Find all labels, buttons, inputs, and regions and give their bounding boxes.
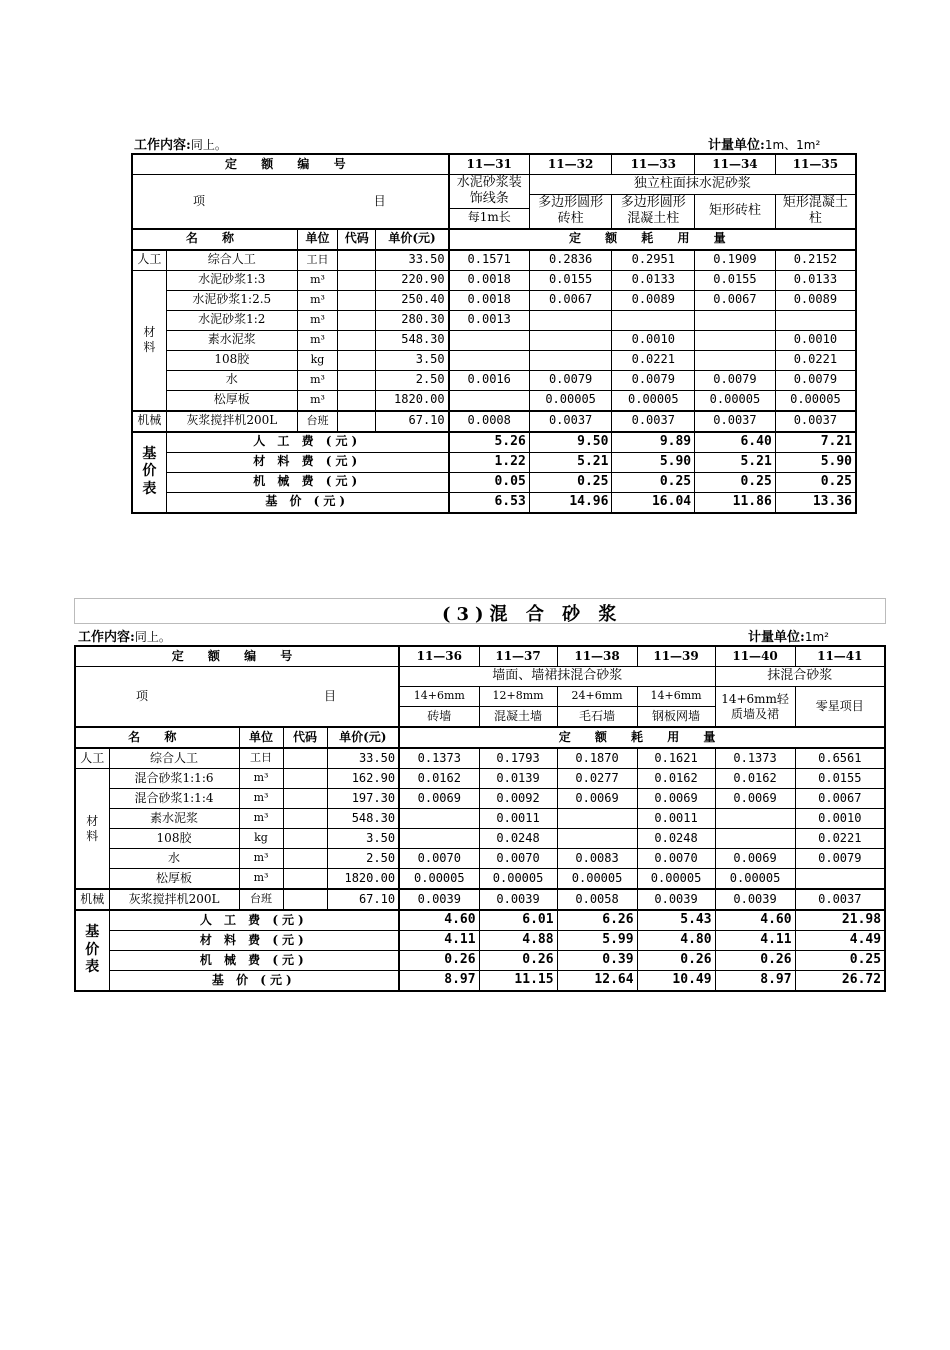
row-name: 水 [166,370,297,390]
row-value: 0.0221 [795,829,885,849]
cat-material: 材料 [75,769,109,890]
row-unit: 台班 [297,411,337,432]
row-unit: kg [297,350,337,370]
sub-b-3: 矩形混凝土柱 [775,195,856,229]
row-code [283,769,327,789]
base-value: 0.39 [557,951,637,971]
base-value: 4.11 [399,931,479,951]
t2-work-content [78,626,171,645]
row-value: 0.00005 [399,869,479,890]
row-code [283,829,327,849]
row-value: 0.0155 [529,270,612,290]
item-left: 项 [193,193,206,208]
row-value: 0.0162 [637,769,715,789]
row-name: 水 [109,849,239,869]
row-value [399,809,479,829]
base-value: 8.97 [715,971,795,992]
base-row-label: 人 工 费 (元) [109,910,399,931]
row-value: 0.0067 [695,290,776,310]
row-value: 0.0016 [449,370,530,390]
row-value: 0.2152 [775,250,856,271]
row-name: 松厚板 [109,869,239,890]
row-value: 0.1373 [715,748,795,769]
row-price: 280.30 [376,310,449,330]
base-value: 4.60 [715,910,795,931]
row-value [695,310,776,330]
code-4: 11—40 [715,646,795,667]
row-value: 0.0069 [715,789,795,809]
base-label: 基价表 [132,432,166,513]
code-5: 11—41 [795,646,885,667]
sub-a-3: 钢板网墙 [637,707,715,728]
base-value: 11.86 [695,492,776,513]
row-code [338,290,376,310]
row-price: 220.90 [376,270,449,290]
sub-b-0: 多边形圆形砖柱 [529,195,612,229]
row-price: 548.30 [376,330,449,350]
row-unit: 台班 [239,889,283,910]
t2-unit-label: 计量单位: [748,630,805,645]
base-value: 13.36 [775,492,856,513]
row-unit: m³ [297,270,337,290]
code-4: 11—35 [775,154,856,175]
sub-b-0: 14+6mm轻质墙及裙 [715,687,795,728]
base-value: 9.89 [612,432,695,453]
row-value [449,390,530,411]
base-value: 0.25 [775,472,856,492]
base-row-label: 材 料 费 (元) [109,931,399,951]
base-row-label: 机 械 费 (元) [166,472,448,492]
quota-table-1 [131,153,857,514]
code-header: 定 额 编 号 [132,154,449,175]
base-value: 5.43 [637,910,715,931]
row-value: 0.0037 [612,411,695,432]
base-value: 8.97 [399,971,479,992]
thick-a-1: 12+8mm [479,687,557,707]
row-value: 0.0037 [795,889,885,910]
row-value: 0.1909 [695,250,776,271]
row-value: 0.0010 [775,330,856,350]
code-0: 11—31 [449,154,530,175]
row-value: 0.00005 [529,390,612,411]
row-price: 3.50 [376,350,449,370]
row-value [695,350,776,370]
base-value: 10.49 [637,971,715,992]
sub-b-2: 矩形砖柱 [695,195,776,229]
sub-a-1: 混凝土墙 [479,707,557,728]
row-price: 548.30 [327,809,399,829]
t1-unit-value: 1m、1m² [764,138,821,152]
row-unit: kg [239,829,283,849]
row-value: 0.0037 [775,411,856,432]
row-value: 0.6561 [795,748,885,769]
row-value: 0.0079 [795,849,885,869]
row-name: 水泥砂浆1:2 [166,310,297,330]
group-a-unit: 每1m长 [449,208,530,229]
code-2: 11—33 [612,154,695,175]
row-value [529,330,612,350]
base-value: 0.05 [449,472,530,492]
item-left: 项 [136,688,149,703]
row-value: 0.0039 [715,889,795,910]
t2-unit [748,626,829,645]
row-name: 素水泥浆 [166,330,297,350]
col-code: 代码 [283,727,327,748]
base-row-label: 材 料 费 (元) [166,452,448,472]
row-value [449,350,530,370]
row-value: 0.0067 [529,290,612,310]
col-name: 名 称 [75,727,239,748]
row-price: 67.10 [376,411,449,432]
thick-a-2: 24+6mm [557,687,637,707]
thick-a-3: 14+6mm [637,687,715,707]
base-value: 5.99 [557,931,637,951]
row-value: 0.00005 [557,869,637,890]
row-price: 162.90 [327,769,399,789]
base-value: 0.26 [479,951,557,971]
row-code [283,889,327,910]
t1-unit-label: 计量单位: [708,138,765,153]
t2-work-value: 同上。 [134,630,171,644]
base-value: 0.26 [399,951,479,971]
consumption-header: 定 额 耗 用 量 [449,229,856,250]
row-value: 0.0089 [612,290,695,310]
row-value: 0.0221 [775,350,856,370]
base-row-label: 基 价 (元) [166,492,448,513]
row-value: 0.0079 [529,370,612,390]
col-unit: 单位 [239,727,283,748]
base-row-label: 基 价 (元) [109,971,399,992]
row-value: 0.0018 [449,270,530,290]
base-value: 12.64 [557,971,637,992]
row-name: 水泥砂浆1:3 [166,270,297,290]
base-value: 7.21 [775,432,856,453]
row-value: 0.00005 [695,390,776,411]
row-value [557,829,637,849]
row-unit: m³ [239,809,283,829]
row-value [557,809,637,829]
cat-material: 材料 [132,270,166,411]
row-code [338,310,376,330]
col-price: 单价(元) [376,229,449,250]
sub-b-1: 零星项目 [795,687,885,728]
t1-work-value: 同上。 [190,138,227,152]
row-value: 0.0010 [612,330,695,350]
row-price: 3.50 [327,829,399,849]
row-value: 0.0079 [775,370,856,390]
base-value: 16.04 [612,492,695,513]
row-value: 0.0011 [637,809,715,829]
row-price: 1820.00 [327,869,399,890]
row-value: 0.0083 [557,849,637,869]
row-value: 0.0079 [695,370,776,390]
row-value: 0.0277 [557,769,637,789]
code-3: 11—34 [695,154,776,175]
row-name: 松厚板 [166,390,297,411]
row-value: 0.0018 [449,290,530,310]
row-code [283,748,327,769]
row-unit: m³ [297,330,337,350]
row-value: 0.1793 [479,748,557,769]
base-value: 5.90 [775,452,856,472]
group-a: 水泥砂浆装饰线条 [449,175,530,209]
row-name: 灰浆搅拌机200L [166,411,297,432]
base-value: 26.72 [795,971,885,992]
row-code [283,849,327,869]
item-right: 目 [373,193,386,208]
row-unit: m³ [297,370,337,390]
row-value: 0.1373 [399,748,479,769]
row-unit: 工日 [297,250,337,271]
row-value: 0.2836 [529,250,612,271]
base-value: 4.88 [479,931,557,951]
row-code [338,370,376,390]
t1-unit [708,134,820,153]
base-value: 4.49 [795,931,885,951]
row-name: 108胶 [109,829,239,849]
base-value: 4.80 [637,931,715,951]
row-code [338,330,376,350]
cat-labor: 人工 [132,250,166,271]
base-value: 21.98 [795,910,885,931]
row-name: 混合砂浆1:1:4 [109,789,239,809]
row-value [529,350,612,370]
row-price: 33.50 [376,250,449,271]
row-value: 0.0039 [637,889,715,910]
row-price: 67.10 [327,889,399,910]
base-value: 0.25 [795,951,885,971]
col-code: 代码 [338,229,376,250]
row-value [399,829,479,849]
row-value: 0.0162 [715,769,795,789]
row-unit: m³ [297,290,337,310]
row-code [283,809,327,829]
row-value: 0.0139 [479,769,557,789]
row-code [338,350,376,370]
t2-title: (3)混 合 砂 浆 [442,604,623,625]
base-value: 5.21 [695,452,776,472]
row-value [449,330,530,350]
row-value: 0.00005 [612,390,695,411]
row-name: 水泥砂浆1:2.5 [166,290,297,310]
base-value: 5.21 [529,452,612,472]
base-value: 5.26 [449,432,530,453]
base-value: 6.01 [479,910,557,931]
sub-a-0: 砖墙 [399,707,479,728]
row-price: 33.50 [327,748,399,769]
base-value: 6.26 [557,910,637,931]
base-value: 6.40 [695,432,776,453]
base-value: 0.25 [612,472,695,492]
row-value: 0.0070 [399,849,479,869]
row-code [338,250,376,271]
row-value: 0.0037 [529,411,612,432]
item-label [132,175,449,229]
row-value: 0.0155 [795,769,885,789]
row-value: 0.0067 [795,789,885,809]
row-value [715,829,795,849]
row-code [338,390,376,411]
row-unit: m³ [239,869,283,890]
row-value: 0.0013 [449,310,530,330]
row-unit: m³ [297,310,337,330]
col-name: 名 称 [132,229,297,250]
row-value [715,809,795,829]
row-name: 混合砂浆1:1:6 [109,769,239,789]
row-value: 0.0070 [637,849,715,869]
group-b: 抹混合砂浆 [715,667,885,687]
base-row-label: 机 械 费 (元) [109,951,399,971]
group-a: 墙面、墙裙抹混合砂浆 [399,667,715,687]
row-value [775,310,856,330]
row-name: 综合人工 [109,748,239,769]
base-value: 1.22 [449,452,530,472]
row-value: 0.0089 [775,290,856,310]
row-price: 1820.00 [376,390,449,411]
row-value [795,869,885,890]
row-price: 2.50 [327,849,399,869]
row-code [338,270,376,290]
sub-b-1: 多边形圆形混凝土柱 [612,195,695,229]
row-value [529,310,612,330]
base-value: 6.53 [449,492,530,513]
row-name: 108胶 [166,350,297,370]
row-unit: m³ [239,769,283,789]
row-value [612,310,695,330]
row-value: 0.00005 [637,869,715,890]
row-value: 0.0248 [479,829,557,849]
row-price: 2.50 [376,370,449,390]
cat-machine: 机械 [132,411,166,432]
code-2: 11—38 [557,646,637,667]
base-value: 9.50 [529,432,612,453]
base-label: 基价表 [75,910,109,991]
col-unit: 单位 [297,229,337,250]
row-name: 素水泥浆 [109,809,239,829]
row-value: 0.00005 [775,390,856,411]
row-value: 0.0248 [637,829,715,849]
code-1: 11—37 [479,646,557,667]
row-value: 0.1621 [637,748,715,769]
row-price: 197.30 [327,789,399,809]
row-value: 0.00005 [479,869,557,890]
row-value: 0.0039 [479,889,557,910]
row-value: 0.2951 [612,250,695,271]
row-value: 0.0221 [612,350,695,370]
thick-a-0: 14+6mm [399,687,479,707]
item-label [75,667,399,728]
t2-unit-value: 1m² [804,630,829,644]
col-price: 单价(元) [327,727,399,748]
base-row-label: 人 工 费 (元) [166,432,448,453]
row-code [283,789,327,809]
row-unit: m³ [297,390,337,411]
cat-labor: 人工 [75,748,109,769]
row-name: 灰浆搅拌机200L [109,889,239,910]
base-value: 4.60 [399,910,479,931]
row-value: 0.0069 [399,789,479,809]
row-value: 0.0155 [695,270,776,290]
cat-machine: 机械 [75,889,109,910]
row-value: 0.0133 [775,270,856,290]
base-value: 5.90 [612,452,695,472]
code-1: 11—32 [529,154,612,175]
row-value [695,330,776,350]
row-value: 0.0070 [479,849,557,869]
base-value: 0.25 [695,472,776,492]
row-value: 0.0079 [612,370,695,390]
row-value: 0.0037 [695,411,776,432]
row-value: 0.00005 [715,869,795,890]
t1-work-label: 工作内容: [134,138,191,153]
row-value: 0.0058 [557,889,637,910]
row-value: 0.0133 [612,270,695,290]
row-value: 0.0069 [715,849,795,869]
row-value: 0.0039 [399,889,479,910]
consumption-header: 定 额 耗 用 量 [399,727,885,748]
code-0: 11—36 [399,646,479,667]
row-unit: 工日 [239,748,283,769]
base-value: 0.26 [715,951,795,971]
row-value: 0.0162 [399,769,479,789]
row-value: 0.1571 [449,250,530,271]
item-right: 目 [324,688,337,703]
row-value: 0.0069 [637,789,715,809]
row-code [338,411,376,432]
code-3: 11—39 [637,646,715,667]
row-price: 250.40 [376,290,449,310]
t2-work-label: 工作内容: [78,630,135,645]
base-value: 0.25 [529,472,612,492]
base-value: 0.26 [637,951,715,971]
t1-work-content [134,134,227,153]
group-b: 独立柱面抹水泥砂浆 [529,175,856,195]
row-unit: m³ [239,789,283,809]
row-value: 0.1870 [557,748,637,769]
row-code [283,869,327,890]
row-value: 0.0010 [795,809,885,829]
sub-a-2: 毛石墙 [557,707,637,728]
base-value: 11.15 [479,971,557,992]
row-value: 0.0008 [449,411,530,432]
row-unit: m³ [239,849,283,869]
quota-table-2 [74,645,886,992]
row-value: 0.0011 [479,809,557,829]
base-value: 14.96 [529,492,612,513]
row-value: 0.0092 [479,789,557,809]
row-name: 综合人工 [166,250,297,271]
row-value: 0.0069 [557,789,637,809]
code-header: 定 额 编 号 [75,646,399,667]
base-value: 4.11 [715,931,795,951]
